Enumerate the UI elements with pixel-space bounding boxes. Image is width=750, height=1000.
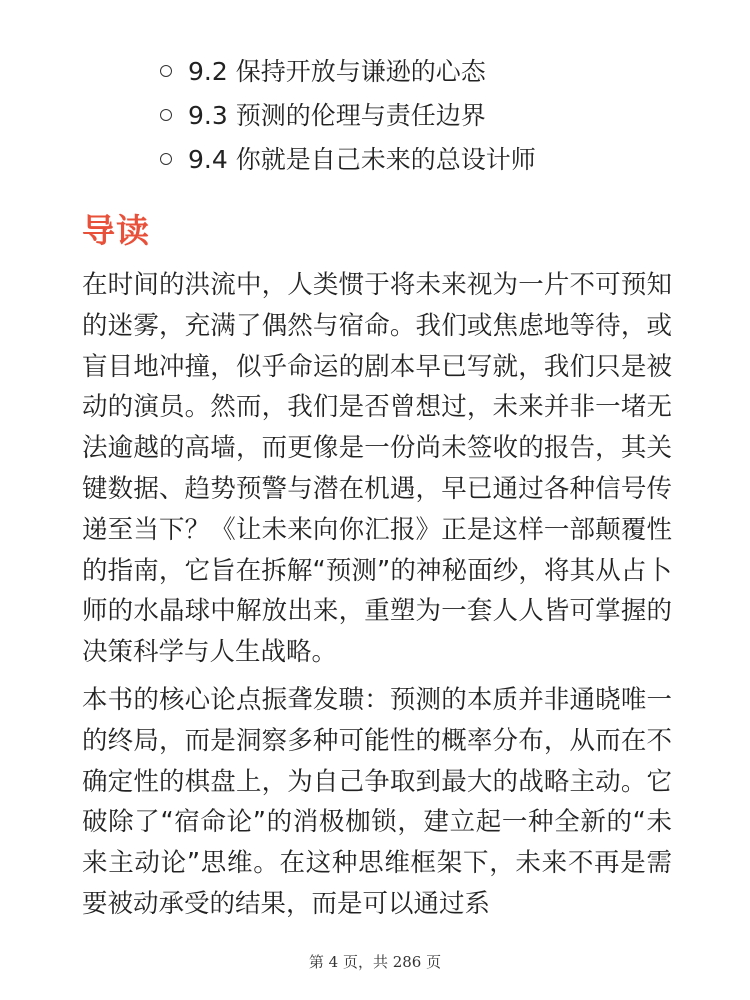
hollow-circle-bullet-icon xyxy=(160,153,172,165)
body-paragraph: 在时间的洪流中，人类惯于将未来视为一片不可预知的迷雾，充满了偶然与宿命。我们或焦虑地等待，或盲目地冲撞，似乎命运的剧本早已写就，我们只是被动的演员。然而，我们是否曾想过，未来并非一堵无法逾越的高墙，而更像是一份尚未签收的报告，其关键数据、趋势预警与潜在机遇，早已通过各种信号传递至当下？《让未来向你汇报》正是这样一部颠覆性的指南，它旨在拆解“预测”的神秘面纱，将其从占卜师的水晶球中解放出来，重塑为一套人人皆可掌握的决策科学与人生战略。 xyxy=(82,270,672,668)
hollow-circle-bullet-icon xyxy=(160,109,172,121)
toc-item[interactable] xyxy=(160,94,536,138)
hollow-circle-bullet-icon xyxy=(160,65,172,77)
toc-item[interactable] xyxy=(160,50,536,94)
section-heading: 导读 xyxy=(82,211,150,250)
page-number-footer: 第 4 页，共 286 页 xyxy=(308,953,442,971)
body-paragraph: 本书的核心论点振聋发聩：预测的本质并非通晓唯一的终局，而是洞察多种可能性的概率分布，从而在不确定性的棋盘上，为自己争取到最大的战略主动。它破除了“宿命论”的消极枷锁，建立起一种全新的“未来主动论”思维。在这种思维框架下，未来不再是需要被动承受的结果，而是可以通过系 xyxy=(82,685,672,919)
toc-item-label: 9.4 你就是自己未来的总设计师 xyxy=(188,145,536,174)
toc-item-label: 9.2 保持开放与谦逊的心态 xyxy=(188,57,486,86)
toc-item[interactable] xyxy=(160,138,536,182)
toc-item-label: 9.3 预测的伦理与责任边界 xyxy=(188,101,486,130)
toc-sublist xyxy=(160,50,536,182)
